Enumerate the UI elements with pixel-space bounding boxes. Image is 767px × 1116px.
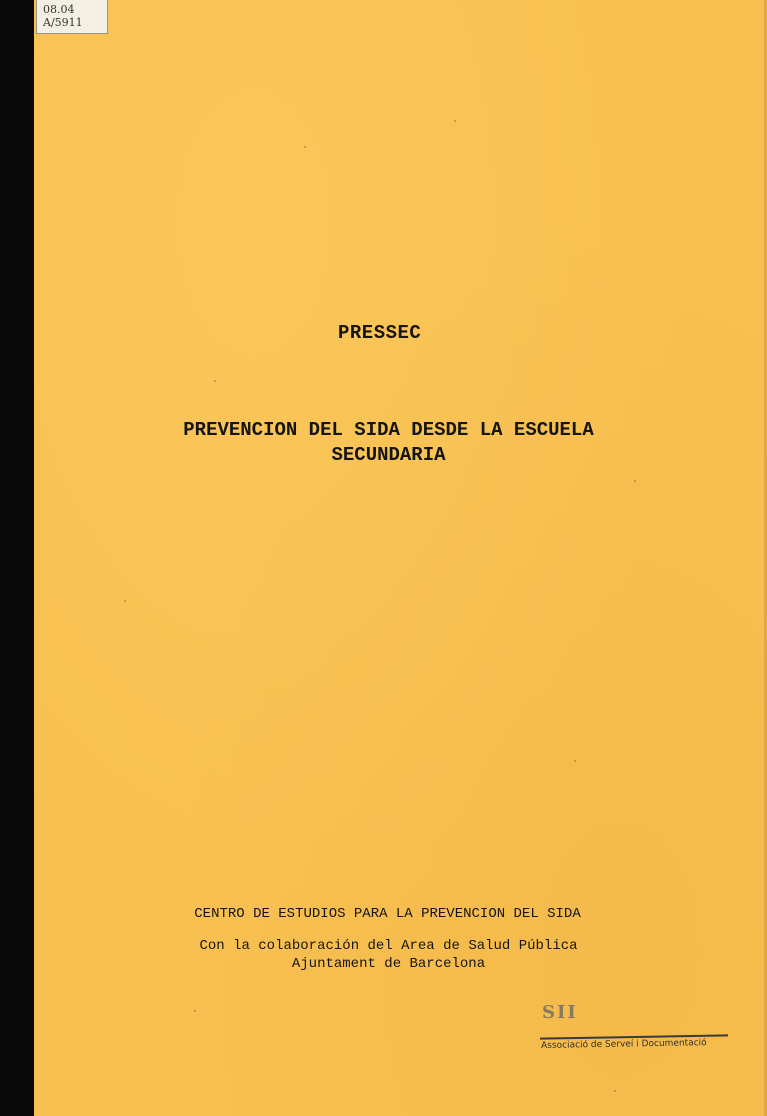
paper-speck: [124, 600, 126, 602]
stamp-caption: Associació de Serveí i Documentació: [541, 1038, 707, 1051]
catalog-code: 08.04: [43, 3, 75, 16]
collaboration-note: [0, 937, 767, 973]
paper-speck: [194, 1010, 196, 1012]
document-subtitle: [0, 418, 767, 468]
paper-speck: [614, 1090, 616, 1092]
collaboration-line-1: Con la colaboración del Area de Salud Pública: [199, 938, 578, 954]
paper-speck: [454, 120, 456, 122]
catalog-number: A/5911: [43, 16, 83, 29]
paper-speck: [634, 480, 636, 482]
paper-speck: [574, 760, 576, 762]
subtitle-line-1: PREVENCION DEL SIDA DESDE LA ESCUELA: [183, 419, 594, 441]
paper-speck: [214, 380, 216, 382]
catalog-label: [36, 0, 108, 34]
subtitle-line-2: SECUNDARIA: [331, 444, 446, 466]
stamp-letters: SII: [542, 1002, 578, 1023]
organization-name: CENTRO DE ESTUDIOS PARA LA PREVENCION DEL SIDA: [194, 906, 581, 922]
document-title: PRESSEC: [338, 322, 422, 344]
paper-speck: [304, 146, 306, 148]
library-stamp: [538, 1000, 728, 1060]
collaboration-line-2: Ajuntament de Barcelona: [291, 956, 486, 972]
